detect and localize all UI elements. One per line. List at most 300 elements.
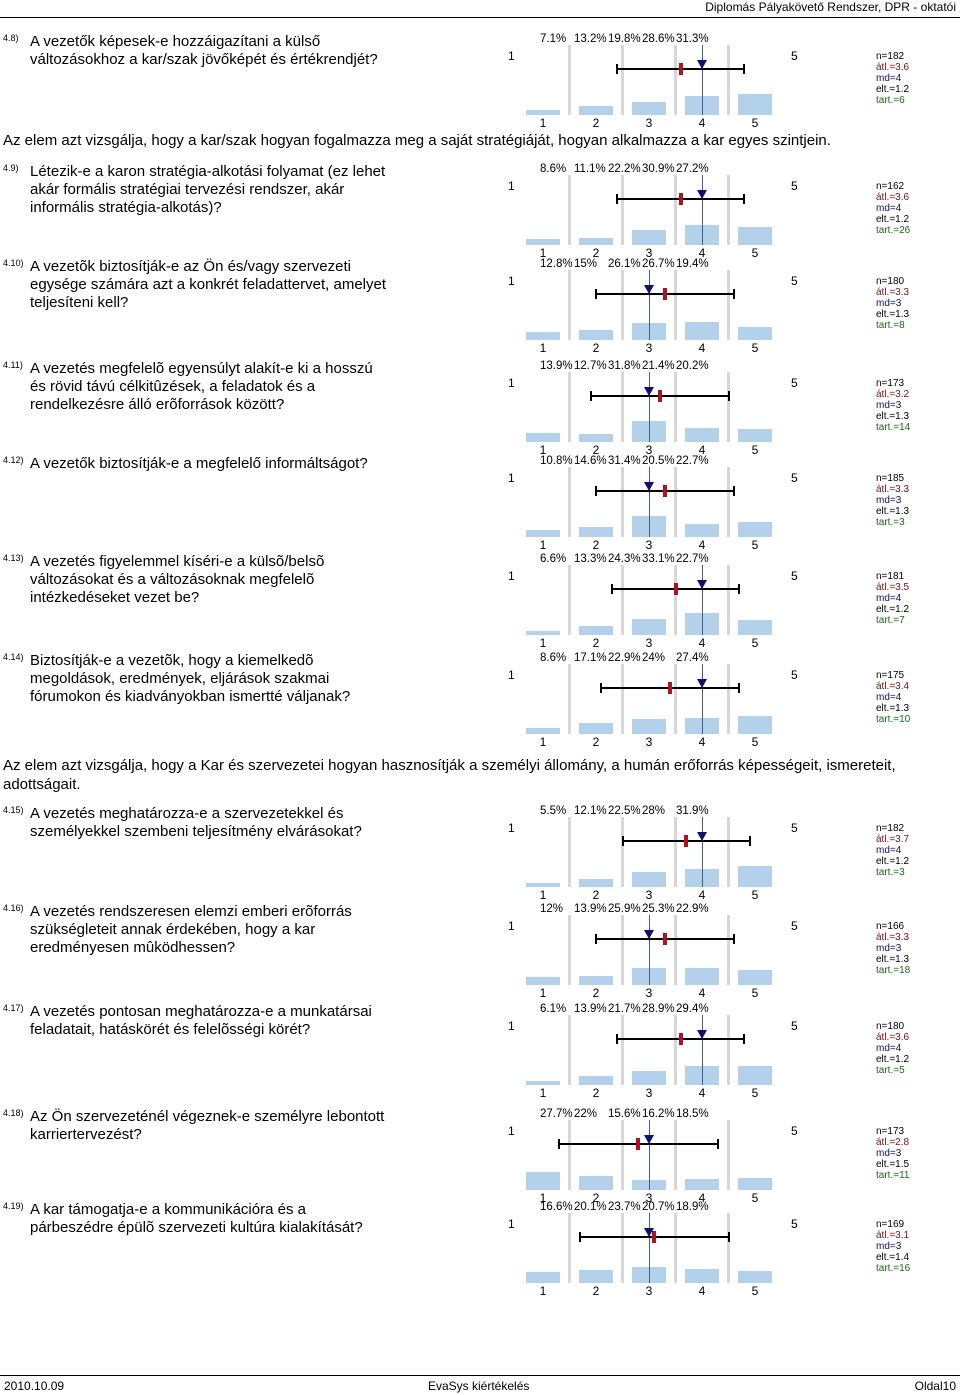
stat-abstention: tart.=18 — [876, 965, 911, 976]
plot-column — [518, 372, 568, 442]
question-item — [0, 1201, 960, 1301]
scale-tick-label: 3 — [645, 538, 653, 552]
plot-column — [677, 915, 727, 985]
percentage-label: 19.8% — [608, 33, 641, 45]
stat-mean: átl.=2.8 — [876, 1137, 910, 1148]
stat-count: n=182 — [876, 823, 905, 834]
stat-deviation: elt.=1.3 — [876, 703, 910, 714]
percentage-label: 20.1% — [574, 1201, 607, 1213]
scale-low-label: 1 — [508, 569, 515, 583]
scale-tick-label: 5 — [751, 1086, 759, 1100]
percentage-label: 25.9% — [608, 903, 641, 915]
distribution-bar — [685, 524, 719, 537]
distribution-plot — [518, 270, 780, 340]
plot-column — [518, 175, 568, 245]
stat-mean: átl.=3.5 — [876, 582, 910, 593]
percentage-label: 24% — [642, 652, 666, 664]
scale-tick-label: 2 — [592, 341, 600, 355]
percentage-label: 16.2% — [642, 1108, 675, 1120]
stat-abstention: tart.=14 — [876, 422, 911, 433]
distribution-bar — [738, 327, 772, 340]
distribution-bar — [579, 723, 613, 734]
question-item — [0, 903, 960, 1003]
plot-column — [730, 664, 780, 734]
stat-count: n=162 — [876, 181, 905, 192]
distribution-plot — [518, 45, 780, 115]
median-marker — [644, 1228, 654, 1237]
mean-marker — [684, 835, 688, 847]
distribution-bar — [632, 230, 666, 245]
scale-low-label: 1 — [508, 1217, 515, 1231]
scale-tick-label: 2 — [592, 1086, 600, 1100]
percentage-label: 31.8% — [608, 360, 641, 372]
question-number: 4.16) — [3, 903, 24, 913]
distribution-bar — [738, 1066, 772, 1085]
scale-high-label: 5 — [791, 668, 798, 682]
distribution-plot — [518, 565, 780, 635]
scale-tick-label: 3 — [645, 1086, 653, 1100]
scale-tick-label: 5 — [751, 986, 759, 1000]
percentage-labels — [540, 455, 710, 467]
percentage-label: 22.7% — [676, 553, 709, 565]
scale-tick-label: 2 — [592, 735, 600, 749]
median-marker — [644, 1135, 654, 1144]
stat-count: n=180 — [876, 1021, 905, 1032]
percentage-label: 27.4% — [676, 652, 709, 664]
stat-abstention: tart.=11 — [876, 1170, 910, 1181]
scale-low-label: 1 — [508, 821, 515, 835]
stat-deviation: elt.=1.2 — [876, 856, 910, 867]
stat-median: md=3 — [876, 1241, 902, 1252]
plot-column — [677, 1120, 727, 1190]
question-text: Biztosítják-e a vezetõk, hogy a kiemelkedõ megoldások, eredmények, eljárások szakmai fórumokon és kiadványokban ismertté váljanak? — [30, 652, 351, 705]
plot-column — [571, 915, 621, 985]
scale-tick-label: 2 — [592, 636, 600, 650]
median-column-line — [702, 175, 703, 245]
distribution-bar — [579, 626, 613, 635]
scale-tick-label: 5 — [751, 1191, 759, 1205]
stat-count: n=182 — [876, 51, 905, 62]
distribution-bar — [632, 1071, 666, 1085]
deviation-range-cap-left — [611, 584, 613, 594]
plot-column — [730, 1015, 780, 1085]
distribution-bar — [526, 883, 560, 887]
scale-tick-label: 4 — [698, 341, 706, 355]
percentage-label: 20.2% — [676, 360, 709, 372]
scale-tick-label: 5 — [751, 735, 759, 749]
scale-high-label: 5 — [791, 49, 798, 63]
deviation-range-cap-left — [590, 391, 592, 401]
percentage-label: 13.2% — [574, 33, 607, 45]
percentage-label: 31.9% — [676, 805, 709, 817]
percentage-label: 13.9% — [574, 903, 607, 915]
question-text: A vezetés rendszeresen elemzi emberi erõforrás szükségleteit annak érdekében, hogy a kar eredményesen mûködhessen? — [30, 903, 352, 956]
question-number: 4.19) — [3, 1201, 24, 1211]
scale-tick-label: 1 — [539, 538, 547, 552]
scale-tick-label: 4 — [698, 735, 706, 749]
stat-abstention: tart.=16 — [876, 1263, 911, 1274]
plot-column — [677, 270, 727, 340]
stat-abstention: tart.=3 — [876, 517, 905, 528]
percentage-label: 6.6% — [540, 553, 567, 565]
stat-median: md=3 — [876, 1148, 902, 1159]
percentage-label: 31.4% — [608, 455, 641, 467]
median-column-line — [702, 565, 703, 635]
distribution-bar — [685, 428, 719, 442]
distribution-bar — [526, 332, 560, 340]
plot-column — [518, 915, 568, 985]
percentage-label: 14.6% — [574, 455, 607, 467]
stat-abstention: tart.=3 — [876, 867, 905, 878]
percentage-label: 33.1% — [642, 553, 675, 565]
plot-column — [571, 1015, 621, 1085]
question-number: 4.17) — [3, 1003, 24, 1013]
scale-tick-label: 3 — [645, 116, 653, 130]
statistics-block — [876, 571, 909, 626]
median-marker — [644, 930, 654, 939]
stat-median: md=3 — [876, 298, 902, 309]
stat-mean: átl.=3.3 — [876, 287, 910, 298]
scale-tick-label: 5 — [751, 538, 759, 552]
percentage-label: 25.3% — [642, 903, 675, 915]
scale-tick-label: 3 — [645, 341, 653, 355]
scale-tick-label: 5 — [751, 443, 759, 457]
deviation-range-cap-left — [616, 194, 618, 204]
distribution-bar — [738, 970, 772, 985]
scale-tick-label: 3 — [645, 735, 653, 749]
statistics-block — [876, 1126, 909, 1181]
footer-center-label: EvaSys kiértékelés — [428, 1379, 530, 1393]
percentage-label: 20.7% — [642, 1201, 675, 1213]
distribution-bar — [526, 239, 560, 245]
plot-column — [624, 565, 674, 635]
deviation-range-cap-left — [579, 1232, 581, 1242]
distribution-bar — [526, 530, 560, 537]
scale-tick-label: 5 — [751, 1284, 759, 1298]
stat-count: n=166 — [876, 921, 905, 932]
question-text: A vezetés megfelelõ egyensúlyt alakít-e ki a hosszú és rövid távú célkitûzések, a feladatok és a rendelkezésre álló erõforrások között? — [30, 360, 373, 413]
distribution-plot — [518, 817, 780, 887]
median-marker — [697, 832, 707, 841]
stat-deviation: elt.=1.2 — [876, 214, 910, 225]
question-number: 4.12) — [3, 455, 24, 465]
distribution-bar — [579, 106, 613, 115]
plot-column — [518, 664, 568, 734]
scale-tick-label: 1 — [539, 116, 547, 130]
distribution-bar — [738, 1271, 772, 1283]
percentage-label: 27.7% — [540, 1108, 573, 1120]
scale-high-label: 5 — [791, 1019, 798, 1033]
percentage-label: 28% — [642, 805, 666, 817]
stat-mean: átl.=3.6 — [876, 1032, 910, 1043]
plot-column — [518, 1015, 568, 1085]
scale-tick-label: 2 — [592, 986, 600, 1000]
scale-low-label: 1 — [508, 274, 515, 288]
deviation-range-cap-right — [743, 194, 745, 204]
scale-tick-label: 3 — [645, 246, 653, 260]
question-text: A vezetők biztosítják-e a megfelelő informáltságot? — [30, 455, 368, 472]
scale-tick-label: 5 — [751, 341, 759, 355]
percentage-label: 22.9% — [608, 652, 641, 664]
distribution-bar — [526, 1081, 560, 1085]
stat-deviation: elt.=1.5 — [876, 1159, 910, 1170]
question-number: 4.9) — [3, 163, 19, 173]
question-item — [0, 33, 960, 133]
percentage-label: 15% — [574, 258, 598, 270]
deviation-range-cap-left — [595, 934, 597, 944]
statistics-block — [876, 181, 910, 236]
distribution-plot — [518, 175, 780, 245]
distribution-plot — [518, 372, 780, 442]
distribution-plot — [518, 467, 780, 537]
distribution-bar — [632, 872, 666, 887]
plot-column — [571, 372, 621, 442]
percentage-labels — [540, 1108, 710, 1120]
percentage-labels — [540, 652, 710, 664]
stat-count: n=169 — [876, 1219, 905, 1230]
percentage-label: 7.1% — [540, 33, 567, 45]
stat-count: n=180 — [876, 276, 905, 287]
deviation-range-cap-right — [738, 683, 740, 693]
distribution-bar — [685, 322, 719, 340]
distribution-bar — [738, 227, 772, 245]
median-marker — [697, 60, 707, 69]
stat-deviation: elt.=1.3 — [876, 309, 910, 320]
distribution-bar — [738, 716, 772, 734]
question-number: 4.8) — [3, 33, 19, 43]
plot-column — [624, 817, 674, 887]
plot-column — [571, 817, 621, 887]
stat-count: n=175 — [876, 670, 905, 681]
stat-median: md=3 — [876, 495, 902, 506]
percentage-label: 28.9% — [642, 1003, 675, 1015]
question-text: Az Ön szervezeténél végeznek-e személyre lebontott karriertervezést? — [30, 1108, 385, 1143]
question-number: 4.15) — [3, 805, 24, 815]
distribution-bar — [526, 1272, 560, 1283]
plot-column — [730, 175, 780, 245]
scale-tick-label: 4 — [698, 538, 706, 552]
plot-column — [624, 175, 674, 245]
stat-median: md=4 — [876, 845, 902, 856]
plot-column — [677, 467, 727, 537]
distribution-bar — [738, 620, 772, 635]
stat-median: md=4 — [876, 593, 902, 604]
page-header-title: Diplomás Pályakövető Rendszer, DPR - oktatói — [705, 0, 956, 14]
median-column-line — [649, 1120, 650, 1190]
distribution-bar — [526, 110, 560, 115]
percentage-label: 22.9% — [676, 903, 709, 915]
percentage-label: 29.4% — [676, 1003, 709, 1015]
scale-tick-label: 4 — [698, 1086, 706, 1100]
deviation-range-cap-right — [733, 289, 735, 299]
deviation-range-cap-right — [749, 836, 751, 846]
scale-tick-label: 1 — [539, 1191, 547, 1205]
scale-tick-label: 3 — [645, 1191, 653, 1205]
deviation-range-cap-left — [558, 1139, 560, 1149]
scale-tick-label: 5 — [751, 116, 759, 130]
scale-high-label: 5 — [791, 1217, 798, 1231]
stat-mean: átl.=3.6 — [876, 62, 910, 73]
scale-high-label: 5 — [791, 179, 798, 193]
percentage-label: 21.7% — [608, 1003, 641, 1015]
percentage-label: 11.1% — [574, 163, 606, 175]
median-marker — [644, 285, 654, 294]
scale-high-label: 5 — [791, 471, 798, 485]
scale-tick-label: 5 — [751, 636, 759, 650]
percentage-label: 6.1% — [540, 1003, 567, 1015]
scale-tick-label: 1 — [539, 1086, 547, 1100]
percentage-label: 16.6% — [540, 1201, 573, 1213]
footer-divider — [0, 1375, 960, 1376]
question-item — [0, 163, 960, 263]
plot-column — [730, 45, 780, 115]
mean-marker — [663, 485, 667, 497]
scale-tick-label: 2 — [592, 888, 600, 902]
footer-page-number: Oldal10 — [914, 1379, 956, 1393]
median-marker — [644, 482, 654, 491]
stat-abstention: tart.=10 — [876, 714, 911, 725]
percentage-labels — [540, 33, 710, 45]
mean-marker — [668, 682, 672, 694]
distribution-bar — [526, 1172, 560, 1190]
question-item — [0, 455, 960, 555]
percentage-labels — [540, 1003, 710, 1015]
scale-high-label: 5 — [791, 919, 798, 933]
distribution-bar — [685, 1269, 719, 1283]
deviation-range-cap-left — [616, 64, 618, 74]
stat-deviation: elt.=1.3 — [876, 411, 910, 422]
percentage-label: 8.6% — [540, 163, 567, 175]
percentage-label: 15.6% — [608, 1108, 641, 1120]
percentage-label: 31.3% — [676, 33, 709, 45]
stat-mean: átl.=3.3 — [876, 484, 910, 495]
statistics-block — [876, 1021, 909, 1076]
median-marker — [644, 387, 654, 396]
question-text: A vezetők képesek-e hozzáigazítani a külső változásokhoz a kar/szak jövőképét és értékrendjét? — [30, 33, 378, 68]
percentage-label: 5.5% — [540, 805, 567, 817]
stat-deviation: elt.=1.3 — [876, 506, 910, 517]
stat-abstention: tart.=8 — [876, 320, 905, 331]
percentage-label: 12% — [540, 903, 564, 915]
percentage-labels — [540, 258, 710, 270]
percentage-label: 17.1% — [574, 652, 607, 664]
mean-marker — [663, 288, 667, 300]
distribution-bar — [685, 1179, 719, 1190]
median-column-line — [649, 915, 650, 985]
distribution-plot — [518, 1015, 780, 1085]
distribution-bar — [738, 866, 772, 887]
question-item — [0, 360, 960, 460]
distribution-plot — [518, 664, 780, 734]
deviation-range-cap-left — [595, 289, 597, 299]
percentage-label: 21.4% — [642, 360, 675, 372]
median-column-line — [702, 45, 703, 115]
statistics-block — [876, 921, 910, 976]
percentage-label: 24.3% — [608, 553, 641, 565]
section-description-1: Az elem azt vizsgálja, hogy a kar/szak hogyan fogalmazza meg a saját stratégiáját, hogyan alkalmazza a kar egyes szintjein. — [3, 132, 831, 149]
percentage-label: 22% — [574, 1108, 598, 1120]
plot-column — [571, 1120, 621, 1190]
median-column-line — [649, 467, 650, 537]
question-number: 4.14) — [3, 652, 24, 662]
stat-median: md=3 — [876, 943, 902, 954]
plot-column — [677, 1213, 727, 1283]
median-marker — [697, 190, 707, 199]
plot-column — [571, 175, 621, 245]
question-text: A vezetés pontosan meghatározza-e a munkatársai feladatait, hatáskörét és felelõsségi körét? — [30, 1003, 372, 1038]
stat-mean: átl.=3.4 — [876, 681, 910, 692]
plot-column — [624, 664, 674, 734]
scale-tick-label: 2 — [592, 246, 600, 260]
header-divider — [0, 17, 960, 18]
scale-tick-label: 4 — [698, 116, 706, 130]
plot-column — [730, 1120, 780, 1190]
distribution-bar — [579, 1270, 613, 1283]
percentage-label: 13.9% — [574, 1003, 607, 1015]
scale-low-label: 1 — [508, 1019, 515, 1033]
plot-column — [624, 45, 674, 115]
scale-tick-label: 1 — [539, 246, 547, 260]
distribution-bar — [738, 522, 772, 537]
median-column-line — [702, 817, 703, 887]
question-text: A vezetõk biztosítják-e az Ön és/vagy szervezeti egysége számára azt a konkrét feladattervet, amelyet teljesíteni kell? — [30, 258, 387, 311]
deviation-range-cap-left — [622, 836, 624, 846]
stat-deviation: elt.=1.4 — [876, 1252, 910, 1263]
plot-column — [571, 1213, 621, 1283]
plot-column — [730, 1213, 780, 1283]
deviation-range-cap-right — [728, 391, 730, 401]
scale-high-label: 5 — [791, 569, 798, 583]
percentage-label: 19.4% — [676, 258, 709, 270]
statistics-block — [876, 670, 910, 725]
scale-tick-label: 3 — [645, 636, 653, 650]
scale-low-label: 1 — [508, 471, 515, 485]
scale-tick-label: 5 — [751, 246, 759, 260]
scale-tick-label: 1 — [539, 443, 547, 457]
statistics-block — [876, 378, 910, 433]
plot-column — [730, 372, 780, 442]
question-number: 4.10) — [3, 258, 24, 268]
stat-deviation: elt.=1.2 — [876, 1054, 910, 1065]
scale-high-label: 5 — [791, 274, 798, 288]
mean-marker — [658, 390, 662, 402]
scale-tick-label: 4 — [698, 888, 706, 902]
deviation-range-cap-right — [728, 1232, 730, 1242]
stat-count: n=173 — [876, 378, 905, 389]
deviation-range-cap-right — [743, 64, 745, 74]
statistics-block — [876, 473, 909, 528]
percentage-labels — [540, 903, 710, 915]
median-column-line — [702, 664, 703, 734]
distribution-bar — [579, 330, 613, 340]
deviation-range-cap-left — [600, 683, 602, 693]
question-text: A vezetés meghatározza-e a szervezetekkel és személyekkel szembeni teljesítmény elvárásokat? — [30, 805, 362, 840]
percentage-label: 18.5% — [676, 1108, 709, 1120]
mean-marker — [663, 933, 667, 945]
scale-tick-label: 4 — [698, 636, 706, 650]
distribution-bar — [579, 976, 613, 985]
question-text: A vezetés figyelemmel kíséri-e a külsõ/belsõ változásokat és a változásoknak megfelelõ intézkedéseket vezet be? — [30, 553, 325, 606]
scale-tick-label: 1 — [539, 986, 547, 1000]
percentage-label: 8.6% — [540, 652, 567, 664]
scale-tick-label: 3 — [645, 986, 653, 1000]
question-item — [0, 1003, 960, 1103]
plot-column — [571, 45, 621, 115]
scale-tick-label: 5 — [751, 888, 759, 902]
scale-tick-label: 1 — [539, 341, 547, 355]
scale-tick-label: 2 — [592, 538, 600, 552]
mean-marker — [636, 1138, 640, 1150]
